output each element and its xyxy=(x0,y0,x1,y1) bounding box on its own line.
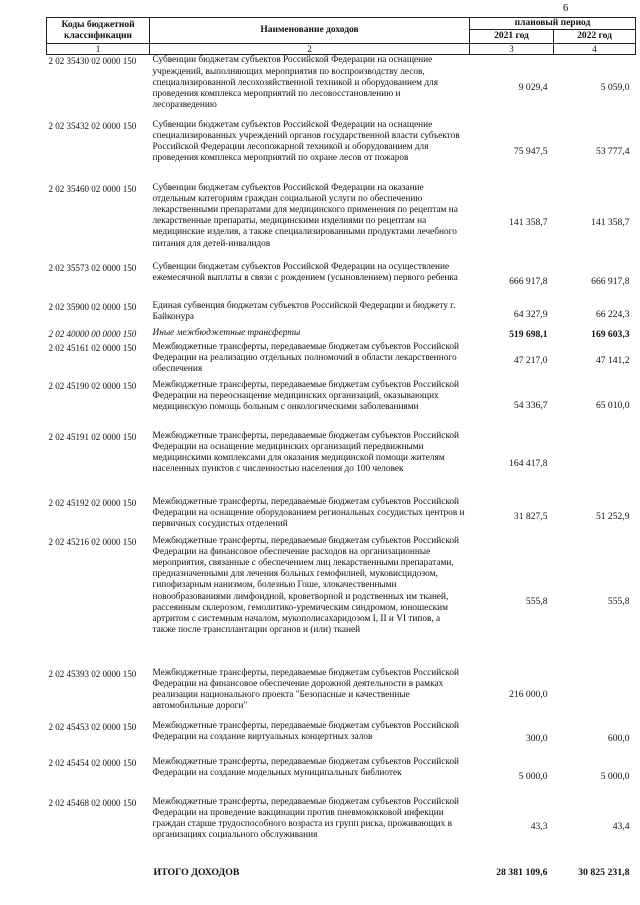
value-2021: 64 327,9 xyxy=(513,308,548,320)
header-planning-period: плановый период xyxy=(470,18,636,30)
header-year-2021: 2021 год xyxy=(470,30,554,44)
table-row xyxy=(47,262,636,301)
budget-code: 2 02 45393 02 0000 150 xyxy=(48,668,137,679)
budget-code: 2 02 35430 02 0000 150 xyxy=(48,56,137,67)
value-2022: 141 358,7 xyxy=(591,216,630,228)
income-name: Межбюджетные трансферты, передаваемые бюджетам субъектов Российской Федерации на финансовое обеспечение дорожной деятельности в рамках реализации национального проекта "Безопасные и качественные автомобильные дороги" xyxy=(152,667,460,712)
value-2021: 216 000,0 xyxy=(509,688,548,700)
income-name: Межбюджетные трансферты, передаваемые бюджетам субъектов Российской Федерации на переоснащение медицинских организаций, оказывающих медицинскую помощь больным с онкологическими заболеваниями xyxy=(152,379,460,413)
table-row xyxy=(47,721,636,757)
table-row xyxy=(47,120,636,183)
table-row xyxy=(47,536,636,668)
table-row xyxy=(47,757,636,797)
value-2021: 31 827,5 xyxy=(513,510,548,522)
value-2021: 43,3 xyxy=(530,821,548,833)
header-name: Наименование доходов xyxy=(150,18,470,44)
table-row xyxy=(47,301,636,328)
budget-code: 2 02 45191 02 0000 150 xyxy=(48,431,137,442)
value-2022: 47 141,2 xyxy=(595,355,630,367)
value-2022: 169 603,3 xyxy=(591,329,630,341)
budget-code: 2 02 35432 02 0000 150 xyxy=(48,120,137,131)
budget-code: 2 02 35460 02 0000 150 xyxy=(48,183,137,194)
value-2022: 66 224,3 xyxy=(595,308,630,320)
value-2022: 5 000,0 xyxy=(600,771,630,783)
income-name: Субвенции бюджетам субъектов Российской Федерации на оснащение специализированных учреждений органов государственной власти субъектов Российской Федерации лесопожарной техникой и оборудованием для проведения комплекса мероприятий по охране лесов от пожаров xyxy=(152,119,460,164)
value-2021: 75 947,5 xyxy=(513,145,548,157)
income-name: Межбюджетные трансферты, передаваемые бюджетам субъектов Российской Федерации на проведение вакцинации против пневмококковой инфекции граждан старше трудоспособного возраста из групп риска, проживающих в организациях социального обслуживания xyxy=(152,796,460,841)
budget-code: 2 02 35573 02 0000 150 xyxy=(48,262,137,273)
table-row xyxy=(47,380,636,431)
header-code: Коды бюджетной классификации xyxy=(47,18,150,44)
column-number: 1 xyxy=(47,44,150,55)
value-2022: 555,8 xyxy=(607,596,630,608)
column-number: 2 xyxy=(150,44,470,55)
budget-code: 2 02 45453 02 0000 150 xyxy=(48,721,137,732)
value-2021: 5 000,0 xyxy=(518,771,548,783)
budget-code: 2 02 45192 02 0000 150 xyxy=(48,497,137,508)
table-row xyxy=(47,183,636,262)
total-2021: 28 381 109,6 xyxy=(496,867,548,879)
header-year-2022: 2022 год xyxy=(554,30,636,44)
income-name: Межбюджетные трансферты, передаваемые бюджетам субъектов Российской Федерации на оснащение медицинских организаций передвижными медицинскими комплексами для оказания медицинской помощи жителям населенных пунктов с численностью населения до 100 человек xyxy=(152,430,460,475)
value-2022: 53 777,4 xyxy=(595,145,630,157)
page-number: 6 xyxy=(563,3,569,14)
table-row xyxy=(47,668,636,721)
total-2022: 30 825 231,8 xyxy=(578,867,630,879)
budget-code: 2 02 45216 02 0000 150 xyxy=(48,536,137,547)
value-2022: 51 252,9 xyxy=(595,510,630,522)
total-label: ИТОГО ДОХОДОВ xyxy=(153,867,240,879)
budget-code: 2 02 40000 00 0000 150 xyxy=(48,328,137,339)
value-2021: 164 417,8 xyxy=(509,458,548,470)
table-row xyxy=(47,342,636,380)
income-name: Субвенции бюджетам субъектов Российской Федерации на осуществление ежемесячной выплаты в связи с рождением (усыновлением) первого ребенка xyxy=(152,261,458,283)
income-name: Единая субвенция бюджетам субъектов Российской Федерации и бюджету г. Байконура xyxy=(152,300,456,322)
value-2021: 519 698,1 xyxy=(509,329,548,341)
budget-code: 2 02 45190 02 0000 150 xyxy=(48,380,137,391)
value-2021: 300,0 xyxy=(525,733,548,745)
income-name: Межбюджетные трансферты, передаваемые бюджетам субъектов Российской Федерации на создание виртуальных концертных залов xyxy=(152,720,460,742)
value-2022: 5 059,0 xyxy=(600,81,630,93)
table-row xyxy=(47,431,636,497)
table-row-subtotal xyxy=(47,328,636,342)
table-row xyxy=(47,797,636,857)
income-name: Межбюджетные трансферты, передаваемые бюджетам субъектов Российской Федерации на оснащение оборудованием региональных сосудистых центров и первичных сосудистых отделений xyxy=(152,496,465,530)
income-name: Иные межбюджетные трансферты xyxy=(152,327,301,338)
value-2022 xyxy=(554,668,636,721)
budget-code: 2 02 45454 02 0000 150 xyxy=(48,757,137,768)
table-row-total xyxy=(47,857,636,879)
value-2022: 65 010,0 xyxy=(595,399,630,411)
column-number: 4 xyxy=(554,44,636,55)
income-name: Межбюджетные трансферты, передаваемые бюджетам субъектов Российской Федерации на создание модельных муниципальных библиотек xyxy=(152,756,460,778)
total-code-cell xyxy=(47,857,150,879)
value-2021: 9 029,4 xyxy=(518,81,548,93)
column-number: 3 xyxy=(470,44,554,55)
budget-code: 2 02 45468 02 0000 150 xyxy=(48,797,137,808)
value-2021: 54 336,7 xyxy=(513,399,548,411)
income-name: Субвенции бюджетам субъектов Российской Федерации на оснащение учреждений, выполняющих мероприятия по воспроизводству лесов, специализированной лесохозяйственной техникой и оборудованием для проведения комплекса мероприятий по лесовосстановлению и лесоразведению xyxy=(152,55,438,110)
value-2022: 600,0 xyxy=(607,733,630,745)
budget-code: 2 02 35900 02 0000 150 xyxy=(48,301,137,312)
income-table xyxy=(46,17,636,879)
income-name: Субвенции бюджетам субъектов Российской Федерации на оказание отдельным категориям граждан социальной услуги по обеспечению лекарственными препаратами для медицинского применения по рецептам на лекарственные препараты, медицинскими изделиями по рецептам на медицинские изделия, а также специализированными продуктами лечебного питания для детей-инвалидов xyxy=(152,182,458,249)
table-row xyxy=(47,497,636,536)
income-name: Межбюджетные трансферты, передаваемые бюджетам субъектов Российской Федерации на реализацию отдельных полномочий в области лекарственного обеспечения xyxy=(152,341,460,375)
value-2022: 43,4 xyxy=(612,821,630,833)
value-2022 xyxy=(554,431,636,497)
income-name: Межбюджетные трансферты, передаваемые бюджетам субъектов Российской Федерации на финансовое обеспечение расходов на организационные мероприятия, связанные с обеспечением лиц лекарственными препаратами, предназначенными для лечения больных гемофилией, муковисцидозом, гипофизарным нанизмом, болезнью Гоше, злокачественными новообразованиями лимфоидной, кроветворной и родственных им тканей, рассеянным склерозом, гемолитико-уремическим синдромом, юношеским артритом с системным началом, мукополисахаридозом I, II и VI типов, а также после трансплантации органов и (или) тканей xyxy=(152,535,460,636)
value-2021: 47 217,0 xyxy=(513,355,548,367)
value-2021: 141 358,7 xyxy=(509,216,548,228)
table-row xyxy=(47,55,636,120)
budget-code: 2 02 45161 02 0000 150 xyxy=(48,342,137,353)
value-2021: 555,8 xyxy=(525,596,548,608)
value-2021: 666 917,8 xyxy=(509,275,548,287)
table-body xyxy=(47,55,636,879)
value-2022: 666 917,8 xyxy=(591,275,630,287)
